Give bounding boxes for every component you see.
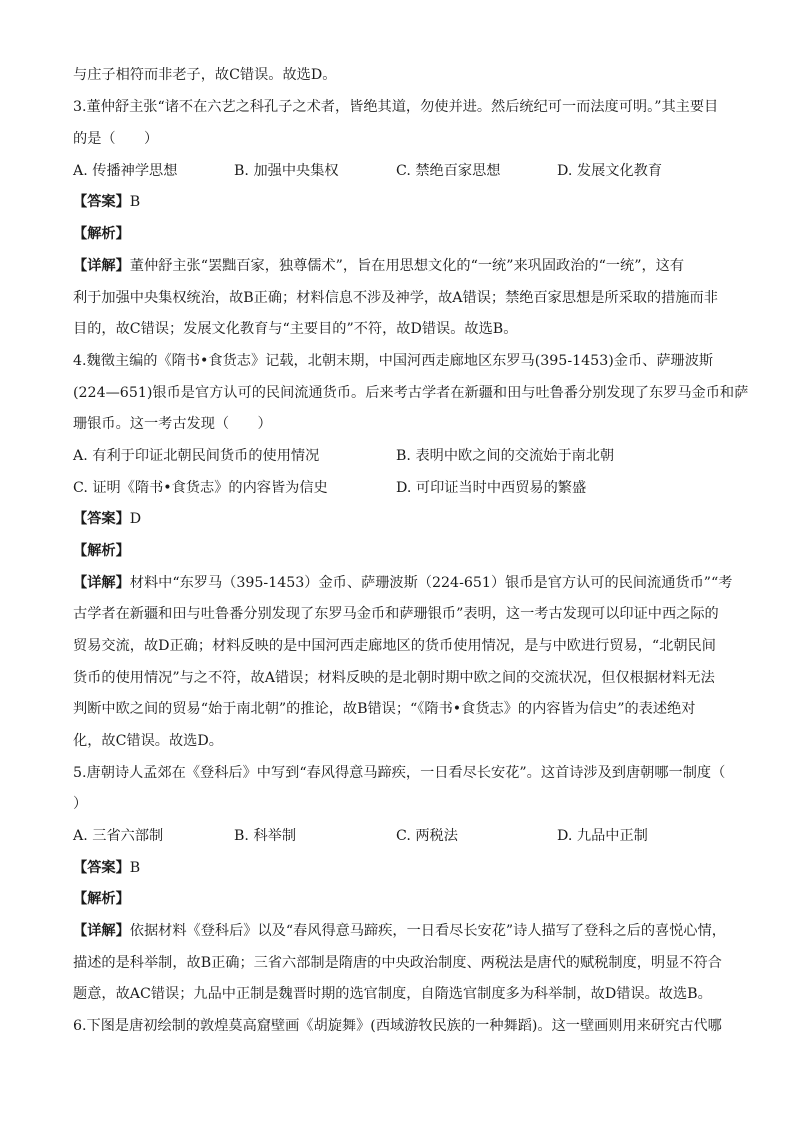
analysis-tag: 【解析】	[73, 891, 130, 907]
question-4-option-b: B. 表明中欧之间的交流始于南北朝	[396, 448, 615, 464]
detail-text: 依据材料《登科后》以及“春风得意马蹄疾，一日看尽长安花”诗人描写了登科之后的喜悦心情，	[129, 923, 726, 939]
question-3-option-c: C. 禁绝百家思想	[396, 163, 501, 179]
question-4-analysis-tag	[73, 542, 723, 560]
question-4-option-c: C. 证明《隋书•食货志》的内容皆为信史	[73, 480, 328, 496]
answer-tag: 【答案】	[73, 194, 130, 210]
question-6-stem-line: 6.下图是唐初绘制的敦煌莫高窟壁画《胡旋舞》(西域游牧民族的一种舞蹈)。这一壁画则用来研究古代哪	[73, 1018, 722, 1034]
detail-tag: 【详解】	[73, 575, 130, 591]
answer-value: B	[129, 194, 141, 210]
question-3-stem-line: 3.董仲舒主张“诸不在六艺之科孔子之术者，皆绝其道，勿使并进。然后统纪可一而法度可明。”其主要目	[73, 99, 719, 115]
question-3-option-a: A. 传播神学思想	[73, 163, 178, 179]
detail-tag: 【详解】	[73, 258, 130, 274]
answer-value: B	[129, 860, 141, 876]
question-3-option-b: B. 加强中央集权	[234, 163, 339, 179]
question-3-analysis-tag	[73, 225, 723, 243]
text-line: 与庄子相符而非老子，故C错误。故选D。	[73, 67, 337, 83]
detail-text: 董仲舒主张“罢黜百家，独尊儒术”，旨在用思想文化的“一统”来巩固政治的“一统”，这有	[129, 258, 685, 274]
question-4-detail-line: 货币的使用情况”与之不符，故A错误；材料反映的是北朝时期中欧之间的交流状况，但仅根据材料无法	[73, 670, 715, 686]
question-5-option-a: A. 三省六部制	[73, 828, 164, 844]
question-3-option-d: D. 发展文化教育	[557, 163, 663, 179]
question-3-answer	[73, 193, 723, 211]
question-5-answer	[73, 859, 723, 877]
question-5-option-d: D. 九品中正制	[557, 828, 648, 844]
answer-tag: 【答案】	[73, 511, 130, 527]
question-3-detail-line	[73, 257, 723, 275]
question-4-detail-line: 判断中欧之间的贸易“始于南北朝”的推论，故B错误；“《隋书•食货志》的内容皆为信史”的表述绝对	[73, 701, 696, 717]
question-3-detail-line: 利于加强中央集权统治，故B正确；材料信息不涉及神学，故A错误；禁绝百家思想是所采取的措施而非	[73, 290, 718, 306]
question-5-option-b: B. 科举制	[234, 828, 297, 844]
detail-tag: 【详解】	[73, 923, 130, 939]
answer-value: D	[129, 511, 142, 527]
analysis-tag: 【解析】	[73, 543, 130, 559]
question-4-answer	[73, 510, 723, 528]
question-3-stem-line: 的是（ ）	[73, 131, 159, 147]
question-4-detail-line: 贸易交流，故D正确；材料反映的是中国河西走廊地区的货币使用情况，是与中欧进行贸易，“北朝民间	[73, 638, 716, 654]
question-4-option-a: A. 有利于印证北朝民间货币的使用情况	[73, 448, 320, 464]
question-5-analysis-tag	[73, 890, 723, 908]
question-3-detail-line: 目的，故C错误；发展文化教育与“主要目的”不符，故D错误。故选B。	[73, 321, 518, 337]
question-4-stem-line: 珊银币。这一考古发现（ ）	[73, 416, 272, 432]
question-5-option-c: C. 两税法	[396, 828, 458, 844]
analysis-tag: 【解析】	[73, 226, 130, 242]
question-5-detail-line: 描述的是科举制，故B正确；三省六部制是隋唐的中央政治制度、两税法是唐代的赋税制度，明显不符合	[73, 955, 722, 971]
question-5-detail-line: 题意，故AC错误；九品中正制是魏晋时期的选官制度，自隋选官制度多为科举制，故D错误。故选B。	[73, 986, 712, 1002]
question-4-detail-line: 古学者在新疆和田与吐鲁番分别发现了东罗马金币和萨珊银币”表明，这一考古发现可以印证中西之际的	[73, 606, 719, 622]
question-5-stem-line: 5.唐朝诗人孟郊在《登科后》中写到“春风得意马蹄疾，一日看尽长安花”。这首诗涉及到唐朝哪一制度（	[73, 765, 726, 781]
question-4-detail-line	[73, 574, 733, 592]
question-5-detail-line	[73, 922, 726, 940]
question-4-option-d: D. 可印证当时中西贸易的繁盛	[396, 480, 587, 496]
detail-text: 材料中“东罗马（395-1453）金币、萨珊波斯（224-651）银币是官方认可的民间流通货币”“考	[129, 575, 733, 591]
question-4-stem-line: (224—651)银币是官方认可的民间流通货币。后来考古学者在新疆和田与吐鲁番分别发现了东罗马金币和萨	[73, 385, 749, 401]
question-5-stem-line: ）	[73, 796, 88, 812]
question-4-stem-line: 4.魏徵主编的《隋书•食货志》记载，北朝末期，中国河西走廊地区东罗马(395-1453)金币、萨珊波斯	[73, 353, 714, 369]
answer-tag: 【答案】	[73, 860, 130, 876]
question-4-detail-line: 化，故C错误。故选D。	[73, 733, 223, 749]
